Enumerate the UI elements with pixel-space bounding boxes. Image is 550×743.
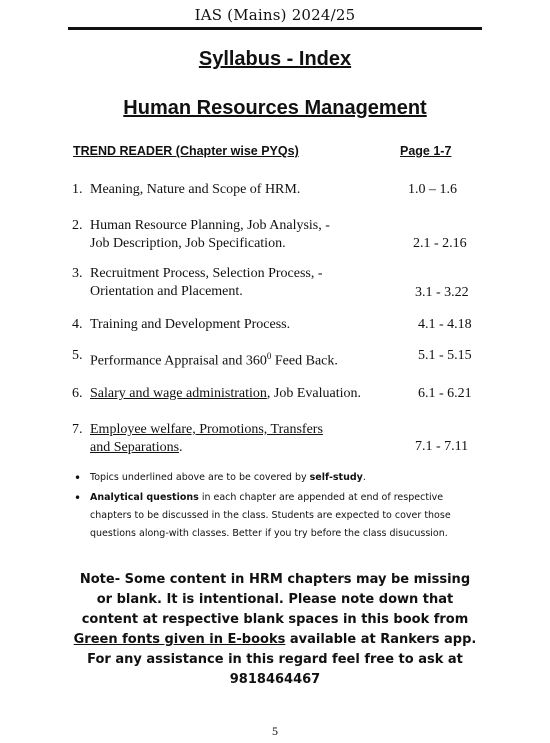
contact-number: 9818464467 xyxy=(229,672,321,687)
subject-title: Human Resources Management xyxy=(123,97,427,119)
self-study-topic: Salary and wage administration xyxy=(90,386,267,401)
note-line: Note- Some content in HRM chapters may be missing xyxy=(79,572,471,587)
chapter-title-text-end: Feed Back. xyxy=(271,353,338,369)
chapter-number: 2. xyxy=(72,218,83,233)
note-line: content at respective blank spaces in this book from xyxy=(81,612,469,627)
chapter-title-text: . xyxy=(179,440,183,455)
chapter-title xyxy=(90,217,400,253)
note-line xyxy=(60,630,490,650)
bullet-icon: • xyxy=(74,491,82,505)
note-text: in each chapter are appended at end of respective chapters to be discussed in the class. Students are expected to cover those questions along-with classes. Better if you try before the class disucussion. xyxy=(90,492,451,539)
missing-content-note xyxy=(60,570,490,690)
chapter-title: Meaning, Nature and Scope of HRM. xyxy=(90,182,301,197)
chapter-number: 6. xyxy=(72,386,83,401)
trend-reader-pages: Page 1-7 xyxy=(400,144,452,158)
trend-reader-label: TREND READER (Chapter wise PYQs) xyxy=(73,144,299,158)
note-line: For any assistance in this regard feel free to ask at xyxy=(87,652,463,667)
notes-list xyxy=(72,469,482,543)
page-number: 5 xyxy=(272,724,278,738)
note-line: or blank. It is intentional. Please note down that xyxy=(96,592,454,607)
chapter-pages: 2.1 - 2.16 xyxy=(413,236,467,251)
chapter-number: 3. xyxy=(72,266,83,281)
chapter-pages: 4.1 - 4.18 xyxy=(418,317,472,332)
chapter-title xyxy=(90,421,400,457)
document-header: IAS (Mains) 2024/25 xyxy=(194,6,356,24)
chapter-title-line2: Orientation and Placement. xyxy=(90,284,243,299)
note-text: Topics underlined above are to be covered by xyxy=(90,472,310,483)
green-fonts-reference: Green fonts given in E-books xyxy=(73,632,286,647)
chapter-pages: 5.1 - 5.15 xyxy=(418,348,472,363)
chapter-title xyxy=(90,385,420,403)
note-analytical-questions xyxy=(72,489,482,543)
chapter-title-line1: Human Resource Planning, Job Analysis, - xyxy=(90,218,330,233)
chapter-title xyxy=(90,347,400,371)
chapter-title: Training and Development Process. xyxy=(90,317,291,332)
note-bold: self-study xyxy=(309,472,363,483)
chapter-title-line1: Recruitment Process, Selection Process, - xyxy=(90,266,323,281)
chapter-number: 7. xyxy=(72,422,83,437)
note-text-end: . xyxy=(362,472,366,483)
self-study-topic-line2: and Separations xyxy=(90,440,180,455)
degree-superscript: 0 xyxy=(266,351,272,361)
chapter-pages: 1.0 – 1.6 xyxy=(408,182,457,197)
chapter-title-line2: Job Description, Job Specification. xyxy=(90,236,286,251)
page-title: Syllabus - Index xyxy=(198,48,352,70)
header-divider xyxy=(68,27,482,30)
chapter-number: 5. xyxy=(72,348,83,363)
chapter-title xyxy=(90,265,400,301)
chapter-number: 1. xyxy=(72,182,83,197)
chapter-pages: 6.1 - 6.21 xyxy=(418,386,472,401)
self-study-topic-line1: Employee welfare, Promotions, Transfers xyxy=(90,422,323,437)
chapter-pages: 7.1 - 7.11 xyxy=(415,439,469,454)
chapter-number: 4. xyxy=(72,317,83,332)
bullet-icon: • xyxy=(74,471,82,485)
note-self-study xyxy=(72,469,482,487)
note-line-rest: available at Rankers app. xyxy=(285,632,477,647)
note-bold: Analytical questions xyxy=(90,492,199,503)
chapter-pages: 3.1 - 3.22 xyxy=(415,285,469,300)
chapter-title-text: Performance Appraisal and 360 xyxy=(90,353,267,369)
chapter-title-text: , Job Evaluation. xyxy=(266,386,362,401)
